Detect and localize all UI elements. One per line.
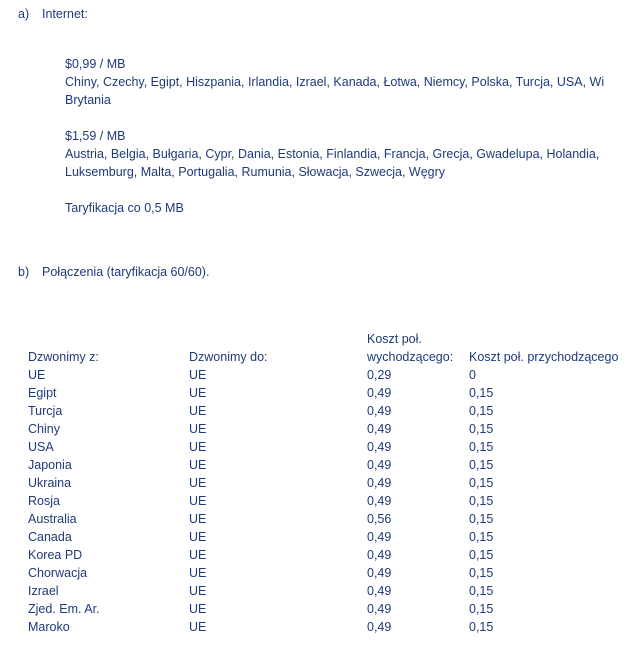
cell-outgoing-cost: 0,49 — [367, 548, 392, 562]
cell-from: Egipt — [28, 386, 57, 400]
cell-to: UE — [189, 404, 207, 418]
cell-from: Ukraina — [28, 476, 72, 490]
internet-tier-2 — [65, 127, 599, 181]
cell-outgoing-cost: 0,49 — [367, 476, 392, 490]
cell-outgoing-cost: 0,49 — [367, 404, 392, 418]
cell-to: UE — [189, 440, 207, 454]
header-outgoing-line2: wychodzącego: — [367, 350, 454, 364]
cell-to: UE — [189, 548, 207, 562]
cell-outgoing-cost: 0,29 — [367, 368, 392, 382]
header-to: Dzwonimy do: — [189, 350, 268, 364]
cell-from: Maroko — [28, 620, 70, 634]
cell-from: USA — [28, 440, 54, 454]
cell-from: Australia — [28, 512, 77, 526]
cell-from: Chiny — [28, 422, 60, 436]
tier-countries-line1: Chiny, Czechy, Egipt, Hiszpania, Irlandia, Izrael, Kanada, Łotwa, Niemcy, Polska, Turcja, USA, Wi — [65, 75, 605, 89]
cell-incoming-cost: 0,15 — [469, 404, 494, 418]
internet-section-title: Internet: — [42, 7, 88, 21]
cell-to: UE — [189, 422, 207, 436]
cell-outgoing-cost: 0,49 — [367, 440, 392, 454]
cell-outgoing-cost: 0,49 — [367, 602, 392, 616]
calls-section-heading — [18, 265, 209, 279]
cell-from: Izrael — [28, 584, 59, 598]
cell-incoming-cost: 0,15 — [469, 458, 494, 472]
cell-to: UE — [189, 494, 207, 508]
internet-tier-1 — [65, 55, 604, 109]
cell-outgoing-cost: 0,49 — [367, 422, 392, 436]
cell-incoming-cost: 0,15 — [469, 620, 494, 634]
internet-section-letter: a) — [18, 7, 30, 21]
cell-to: UE — [189, 620, 207, 634]
tier-countries-line2: Luksemburg, Malta, Portugalia, Rumunia, Słowacja, Szwecja, Węgry — [65, 165, 446, 179]
tier-price: $1,59 / MB — [65, 129, 126, 143]
cell-incoming-cost: 0,15 — [469, 548, 494, 562]
cell-to: UE — [189, 476, 207, 490]
billing-note-text: Taryfikacja co 0,5 MB — [65, 201, 184, 215]
cell-incoming-cost: 0 — [469, 368, 476, 382]
tier-countries-line2: Brytania — [65, 93, 111, 107]
cell-from: Turcja — [28, 404, 63, 418]
cell-from: Korea PD — [28, 548, 83, 562]
cell-incoming-cost: 0,15 — [469, 530, 494, 544]
cell-incoming-cost: 0,15 — [469, 566, 494, 580]
cell-to: UE — [189, 368, 207, 382]
cell-incoming-cost: 0,15 — [469, 386, 494, 400]
calls-section-letter: b) — [18, 265, 30, 279]
cell-from: Chorwacja — [28, 566, 88, 580]
header-from: Dzwonimy z: — [28, 350, 99, 364]
cell-outgoing-cost: 0,49 — [367, 584, 392, 598]
calls-section-title: Połączenia (taryfikacja 60/60). — [42, 265, 210, 279]
cell-incoming-cost: 0,15 — [469, 440, 494, 454]
cell-to: UE — [189, 530, 207, 544]
cell-incoming-cost: 0,15 — [469, 476, 494, 490]
cell-to: UE — [189, 386, 207, 400]
cell-from: Canada — [28, 530, 72, 544]
cell-to: UE — [189, 566, 207, 580]
cell-from: Japonia — [28, 458, 72, 472]
cell-incoming-cost: 0,15 — [469, 512, 494, 526]
cell-incoming-cost: 0,15 — [469, 494, 494, 508]
cell-incoming-cost: 0,15 — [469, 422, 494, 436]
tier-countries-line1: Austria, Belgia, Bułgaria, Cypr, Dania, Estonia, Finlandia, Francja, Grecja, Gwadelupa, Holandia, — [65, 147, 600, 161]
cell-outgoing-cost: 0,49 — [367, 458, 392, 472]
cell-to: UE — [189, 602, 207, 616]
tier-price: $0,99 / MB — [65, 57, 126, 71]
cell-outgoing-cost: 0,49 — [367, 494, 392, 508]
cell-from: UE — [28, 368, 46, 382]
cell-outgoing-cost: 0,56 — [367, 512, 392, 526]
cell-incoming-cost: 0,15 — [469, 584, 494, 598]
cell-outgoing-cost: 0,49 — [367, 620, 392, 634]
cell-outgoing-cost: 0,49 — [367, 386, 392, 400]
header-outgoing-line1: Koszt poł. — [367, 332, 422, 346]
cell-outgoing-cost: 0,49 — [367, 530, 392, 544]
billing-note — [65, 199, 184, 217]
header-incoming: Koszt poł. przychodzącego — [469, 350, 619, 364]
cell-to: UE — [189, 584, 207, 598]
internet-section-heading — [18, 7, 88, 21]
cell-outgoing-cost: 0,49 — [367, 566, 392, 580]
cell-to: UE — [189, 512, 207, 526]
cell-to: UE — [189, 458, 207, 472]
cell-from: Rosja — [28, 494, 60, 508]
cell-incoming-cost: 0,15 — [469, 602, 494, 616]
cell-from: Zjed. Em. Ar. — [28, 602, 100, 616]
